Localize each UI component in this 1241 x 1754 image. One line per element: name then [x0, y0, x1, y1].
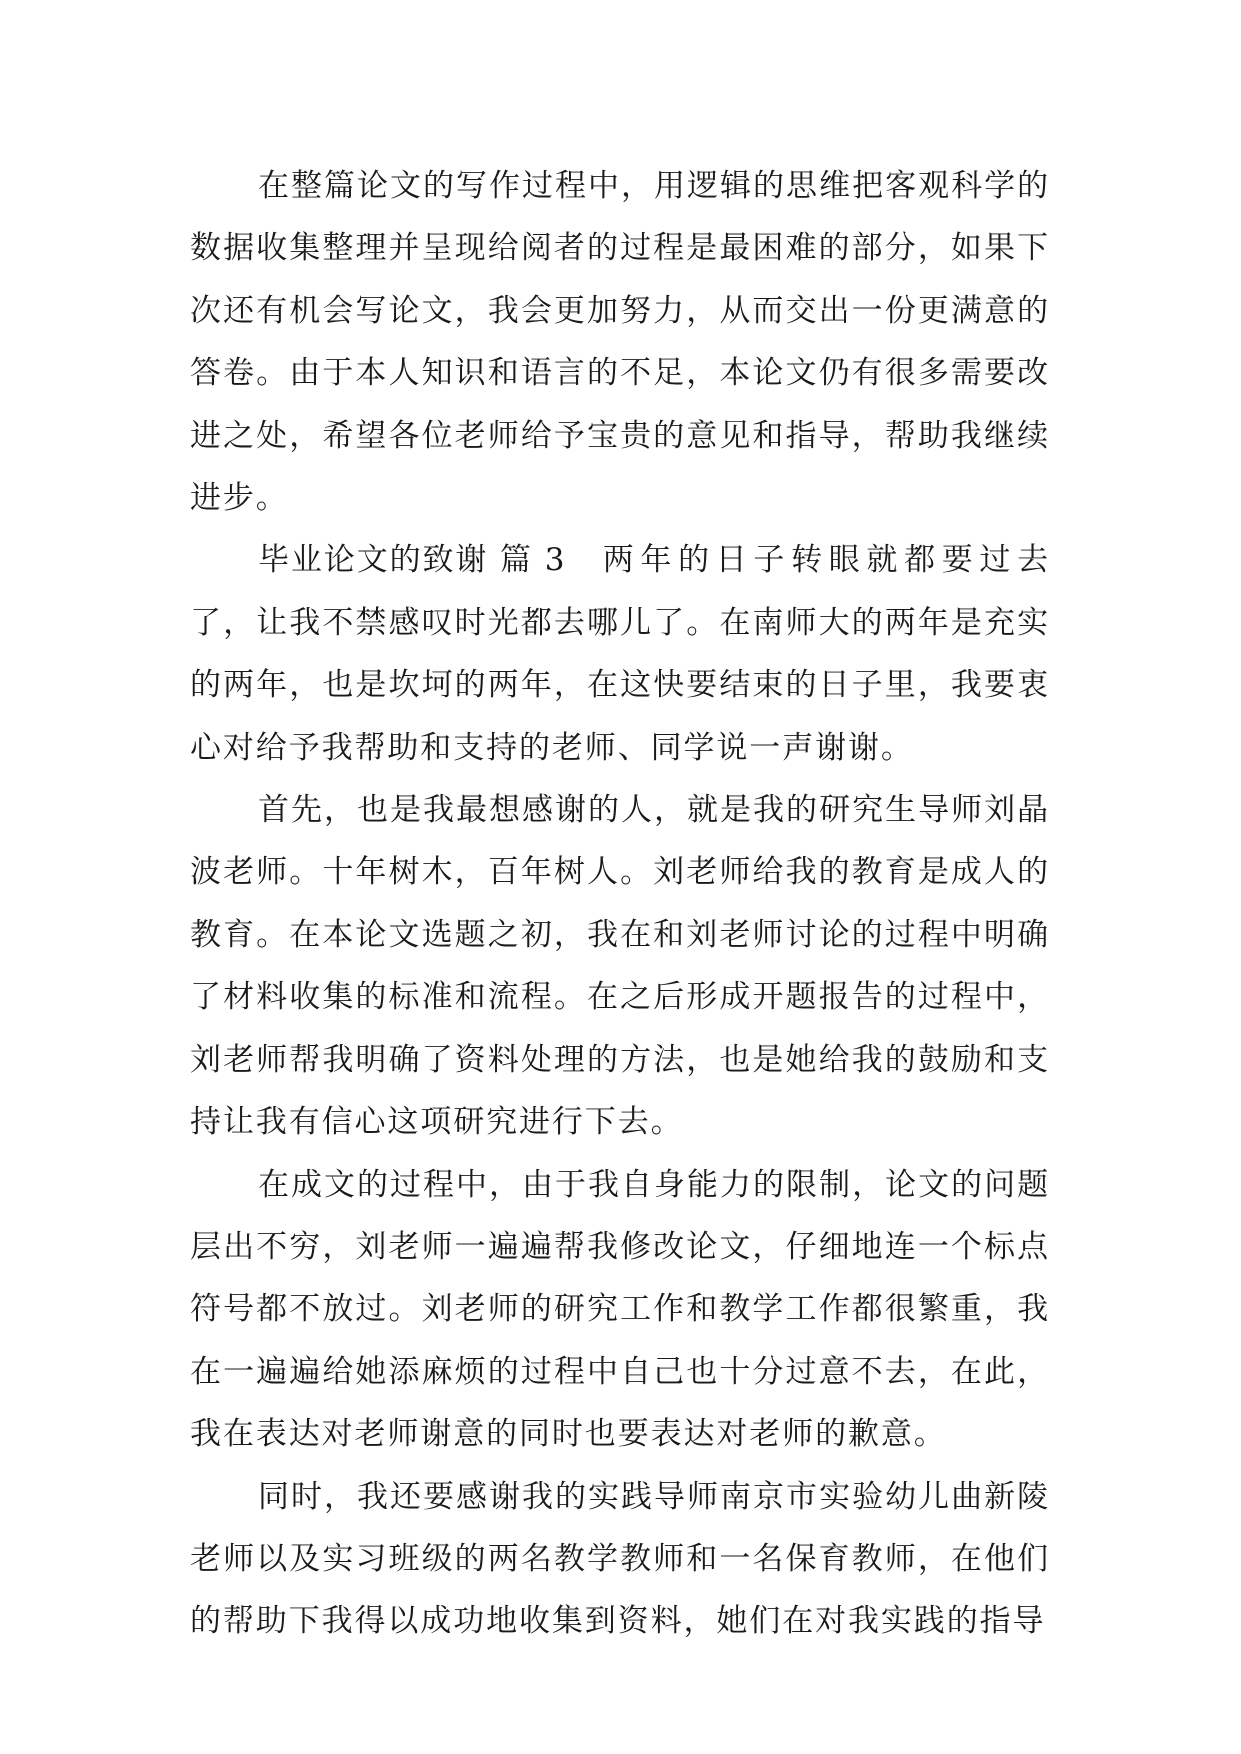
- paragraph-practice-mentor-thanks: 同时，我还要感谢我的实践导师南京市实验幼儿曲新陵老师以及实习班级的两名教学教师和一名保育教师，在他们的帮助下我得以成功地收集到资料，她们在对我实践的指导: [190, 1478, 1050, 1640]
- section-heading-first-line: 两年的日子转眼就都要过去: [598, 542, 1050, 579]
- section-heading-title: 毕业论文的致谢 篇 3: [258, 542, 567, 579]
- section-heading-paragraph: [190, 529, 1050, 779]
- paragraph-revision-thanks: 在成文的过程中，由于我自身能力的限制，论文的问题层出不穷，刘老师一遍遍帮我修改论文，仔细地连一个标点符号都不放过。刘老师的研究工作和教学工作都很繁重，我在一遍遍给她添麻烦的过程中自己也十分过意不去，在此，我在表达对老师谢意的同时也要表达对老师的歉意。: [190, 1166, 1050, 1453]
- paragraph-advisor-thanks: 首先，也是我最想感谢的人，就是我的研究生导师刘晶波老师。十年树木，百年树人。刘老师给我的教育是成人的教育。在本论文选题之初，我在和刘老师讨论的过程中明确了材料收集的标准和流程。在之后形成开题报告的过程中，刘老师帮我明确了资料处理的方法，也是她给我的鼓励和支持让我有信心这项研究进行下去。: [190, 792, 1050, 1141]
- section-heading-rest: 了，让我不禁感叹时光都去哪儿了。在南师大的两年是充实的两年，也是坎坷的两年，在这快要结束的日子里，我要衷心对给予我帮助和支持的老师、同学说一声谢谢。: [190, 604, 1050, 766]
- paragraph-conclusion: 在整篇论文的写作过程中，用逻辑的思维把客观科学的数据收集整理并呈现给阅者的过程是最困难的部分，如果下次还有机会写论文，我会更加努力，从而交出一份更满意的答卷。由于本人知识和语言的不足，本论文仍有很多需要改进之处，希望各位老师给予宝贵的意见和指导，帮助我继续进步。: [190, 168, 1050, 517]
- document-page: [190, 155, 1050, 1653]
